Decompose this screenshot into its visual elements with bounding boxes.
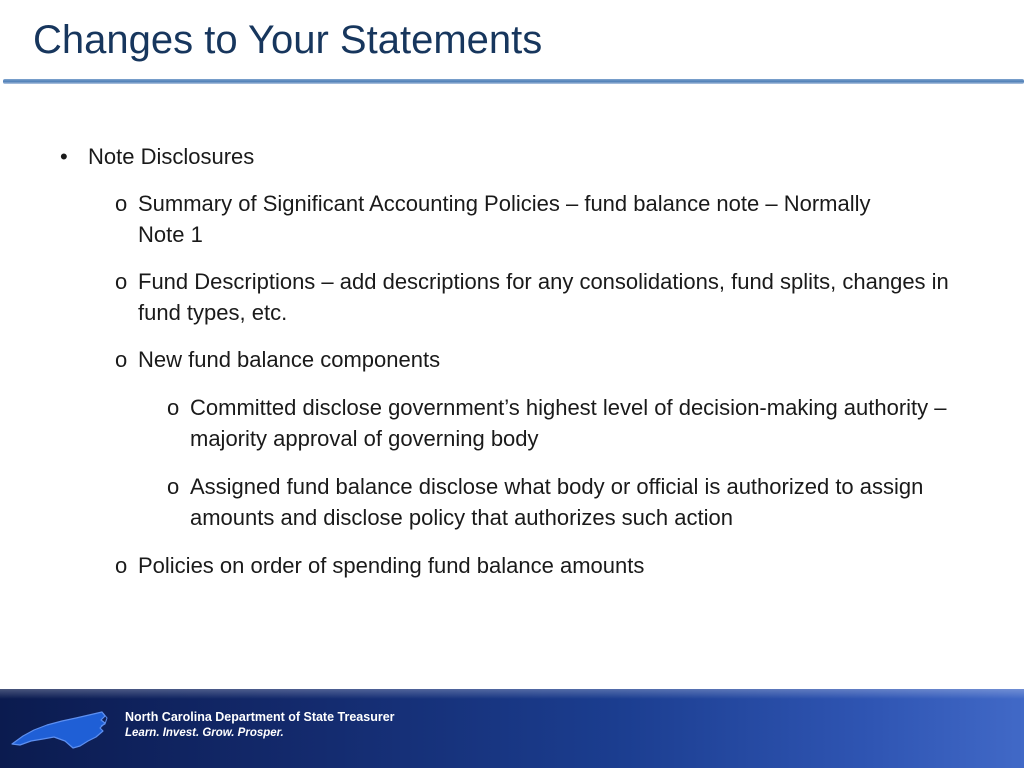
sub-bullet-marker: o <box>115 191 128 216</box>
organization-tagline: Learn. Invest. Grow. Prosper. <box>125 727 284 739</box>
sub-sub-bullet-marker: o <box>167 474 180 499</box>
bullet-text: Fund Descriptions – add descriptions for any consolidations, fund splits, changes in fund types, etc. <box>138 269 949 325</box>
sub-sub-bullet-committed <box>167 392 982 454</box>
footer-banner <box>0 689 1024 768</box>
sub-bullet-fund-descriptions <box>115 266 965 328</box>
sub-bullet-accounting-policies <box>115 188 895 250</box>
bullet-note-disclosures <box>60 141 960 172</box>
slide-title: Changes to Your Statements <box>33 18 543 62</box>
sub-bullet-marker: o <box>115 347 128 372</box>
bullet-text: Policies on order of spending fund balance amounts <box>138 553 645 578</box>
title-divider <box>3 79 1024 84</box>
bullet-text: Assigned fund balance disclose what body or official is authorized to assign amounts and disclose policy that authorizes such action <box>190 474 924 530</box>
footer-sheen <box>0 689 1024 699</box>
bullet-marker: • <box>60 144 68 169</box>
sub-bullet-marker: o <box>115 553 128 578</box>
bullet-text: Summary of Significant Accounting Policies – fund balance note – Normally Note 1 <box>138 191 871 247</box>
north-carolina-state-map-icon <box>10 703 110 751</box>
bullet-text: Note Disclosures <box>88 144 255 169</box>
sub-bullet-marker: o <box>115 269 128 294</box>
sub-sub-bullet-assigned <box>167 471 982 533</box>
bullet-text: New fund balance components <box>138 347 441 372</box>
sub-sub-bullet-marker: o <box>167 395 180 420</box>
sub-bullet-spending-policies <box>115 550 965 581</box>
bullet-text: Committed disclose government’s highest level of decision-making authority – majority approval of governing body <box>190 395 947 451</box>
organization-name: North Carolina Department of State Treasurer <box>125 710 395 724</box>
sub-bullet-fund-balance-components <box>115 344 965 375</box>
